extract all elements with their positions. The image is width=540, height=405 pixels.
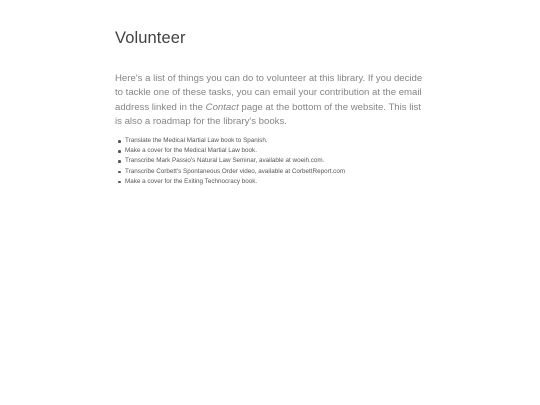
contact-page-reference: Contact <box>205 101 239 113</box>
intro-paragraph <box>115 72 427 129</box>
intro-text-before-link: Here's a list of things you can do to volunteer at this library. If you decide to tackle one of these tasks, you can email your contribution at the email address linked in the <box>115 73 423 113</box>
task-item-cover-medical-martial-law: Make a cover for the Medical Martial Law book. <box>125 146 425 156</box>
task-item-transcribe-natural-law-seminar: Transcribe Mark Passio's Natural Law Seminar, available at woeih.com. <box>125 156 425 166</box>
task-item-transcribe-spontaneous-order: Transcribe Corbett's Spontaneous Order video, available at CorbettReport.com <box>125 167 425 177</box>
intro-text-after-link: page at the bottom of the website. This list is also a roadmap for the library's books. <box>115 101 421 127</box>
page-title: Volunteer <box>115 29 186 47</box>
task-item-translate-medical-martial-law: Translate the Medical Martial Law book to Spanish. <box>125 136 425 146</box>
task-list <box>115 136 425 187</box>
task-item-cover-exiting-technocracy: Make a cover for the Exiting Technocracy book. <box>125 177 425 187</box>
